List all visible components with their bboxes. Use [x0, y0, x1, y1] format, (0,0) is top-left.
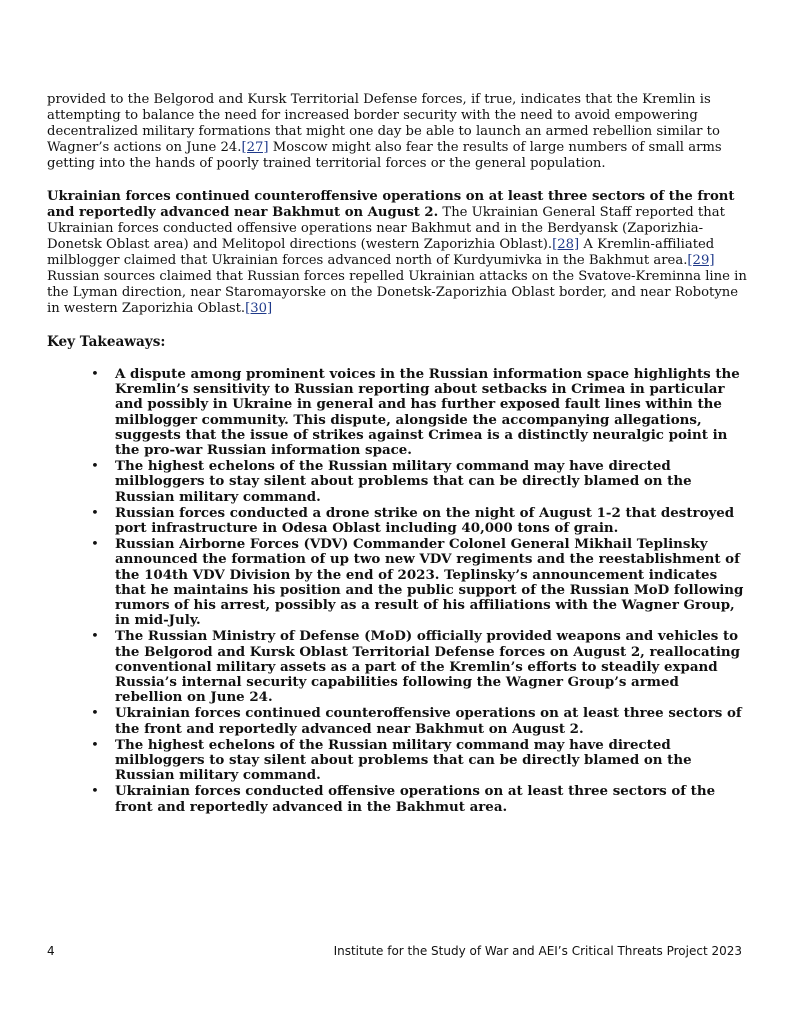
- list-item-text: Russian Airborne Forces (VDV) Commander Colonel General Mikhail Teplinsky announced the formation of up two new VDV regiments and the reestablishment of the 104th VDV Division by the end of 2023. Teplinsky’s announcement indicates that he maintains his position and the public support of the Russian MoD following rumors of his arrest, possibly as a result of his affiliations with the Wagner Group, in mid-July.: [115, 536, 744, 629]
- list-item: [47, 784, 747, 814]
- bullet-icon: •: [91, 629, 99, 645]
- key-takeaways-list: [47, 367, 747, 815]
- list-item-text: Russian forces conducted a drone strike on the night of August 1-2 that destroyed port infrastructure in Odesa Oblast including 40,000 tons of grain.: [115, 504, 735, 537]
- list-item: [47, 706, 747, 736]
- citation-link-30[interactable]: [30]: [245, 301, 273, 316]
- bullet-icon: •: [91, 784, 99, 800]
- footer-organization: Institute for the Study of War and AEI’s Critical Threats Project 2023: [333, 944, 742, 958]
- list-item-text: A dispute among prominent voices in the Russian information space highlights the Kremlin’s sensitivity to Russian reporting about setbacks in Crimea in particular and possibly in Ukraine in general and has further exposed fault lines within the milblogger community. This dispute, alongside the accompanying allegations, suggests that the issue of strikes against Crimea is a distinctly neuralgic point in the pro-war Russian information space.: [115, 366, 740, 459]
- list-item: [47, 629, 747, 705]
- list-item: [47, 367, 747, 458]
- list-item: [47, 537, 747, 628]
- citation-link-27[interactable]: [27]: [241, 140, 269, 155]
- list-item: [47, 506, 747, 536]
- citation-link-28[interactable]: [28]: [552, 237, 580, 252]
- list-item-text: The highest echelons of the Russian military command may have directed milbloggers to stay silent about problems that can be directly blamed on the Russian military command.: [115, 458, 692, 505]
- list-item-text: The Russian Ministry of Defense (MoD) officially provided weapons and vehicles to the Belgorod and Kursk Oblast Territorial Defense forces on August 2, reallocating conventional military assets as a part of the Kremlin’s efforts to steadily expand Russia’s internal security capabilities following the Wagner Group’s armed rebellion on June 24.: [115, 628, 741, 706]
- paragraph-text: Moscow might also fear the results of large numbers of small arms getting into the hands of poorly trained territorial forces or the general population.: [47, 140, 722, 171]
- list-item-text: The highest echelons of the Russian military command may have directed milbloggers to stay silent about problems that can be directly blamed on the Russian military command.: [115, 736, 692, 784]
- bullet-icon: •: [91, 537, 99, 553]
- key-takeaways-heading: Key Takeaways:: [47, 334, 166, 350]
- bullet-icon: •: [91, 505, 99, 521]
- paragraph-lead-sentence: Ukrainian forces continued counteroffensive operations on at least three sectors of the front and reportedly advanced near Bakhmut on August 2.: [47, 189, 735, 220]
- bullet-icon: •: [91, 737, 99, 753]
- bullet-icon: •: [91, 706, 99, 722]
- list-item: [47, 738, 747, 784]
- list-item-text: Ukrainian forces continued counteroffensive operations on at least three sectors of the front and reportedly advanced near Bakhmut on August 2.: [115, 705, 742, 737]
- page-number: 4: [47, 944, 55, 958]
- citation-link-29[interactable]: [29]: [687, 253, 715, 268]
- paragraph-text: provided to the Belgorod and Kursk Territorial Defense forces, if true, indicates that the Kremlin is attempting to balance the need for increased border security with the need to avoid empowering decentralized military formations that might one day be able to launch an armed rebellion similar to Wagner’s actions on June 24.: [47, 92, 720, 155]
- bullet-icon: •: [91, 459, 99, 475]
- paragraph-border-security: [47, 92, 747, 172]
- list-item-text: Ukrainian forces conducted offensive operations on at least three sectors of the front and reportedly advanced in the Bakhmut area.: [115, 783, 716, 815]
- paragraph-text: Russian sources claimed that Russian forces repelled Ukrainian attacks on the Svatove-Kreminna line in the Lyman direction, near Staromayorske on the Donetsk-Zaporizhia Oblast border, and near Robotyne in western Zaporizhia Oblast.: [47, 269, 747, 316]
- paragraph-counteroffensive: [47, 189, 747, 317]
- bullet-icon: •: [91, 367, 99, 382]
- document-body: [47, 92, 747, 816]
- list-item: [47, 459, 747, 505]
- paragraph-text: The Ukrainian General Staff reported that Ukrainian forces conducted offensive operations near Bakhmut and in the Berdyansk (Zaporizhia-Donetsk Oblast area) and Melitopol directions (western Zaporizhia Oblast).: [47, 205, 725, 252]
- paragraph-text: A Kremlin-affiliated milblogger claimed that Ukrainian forces advanced north of Kurdyumivka in the Bakhmut area.: [47, 237, 715, 268]
